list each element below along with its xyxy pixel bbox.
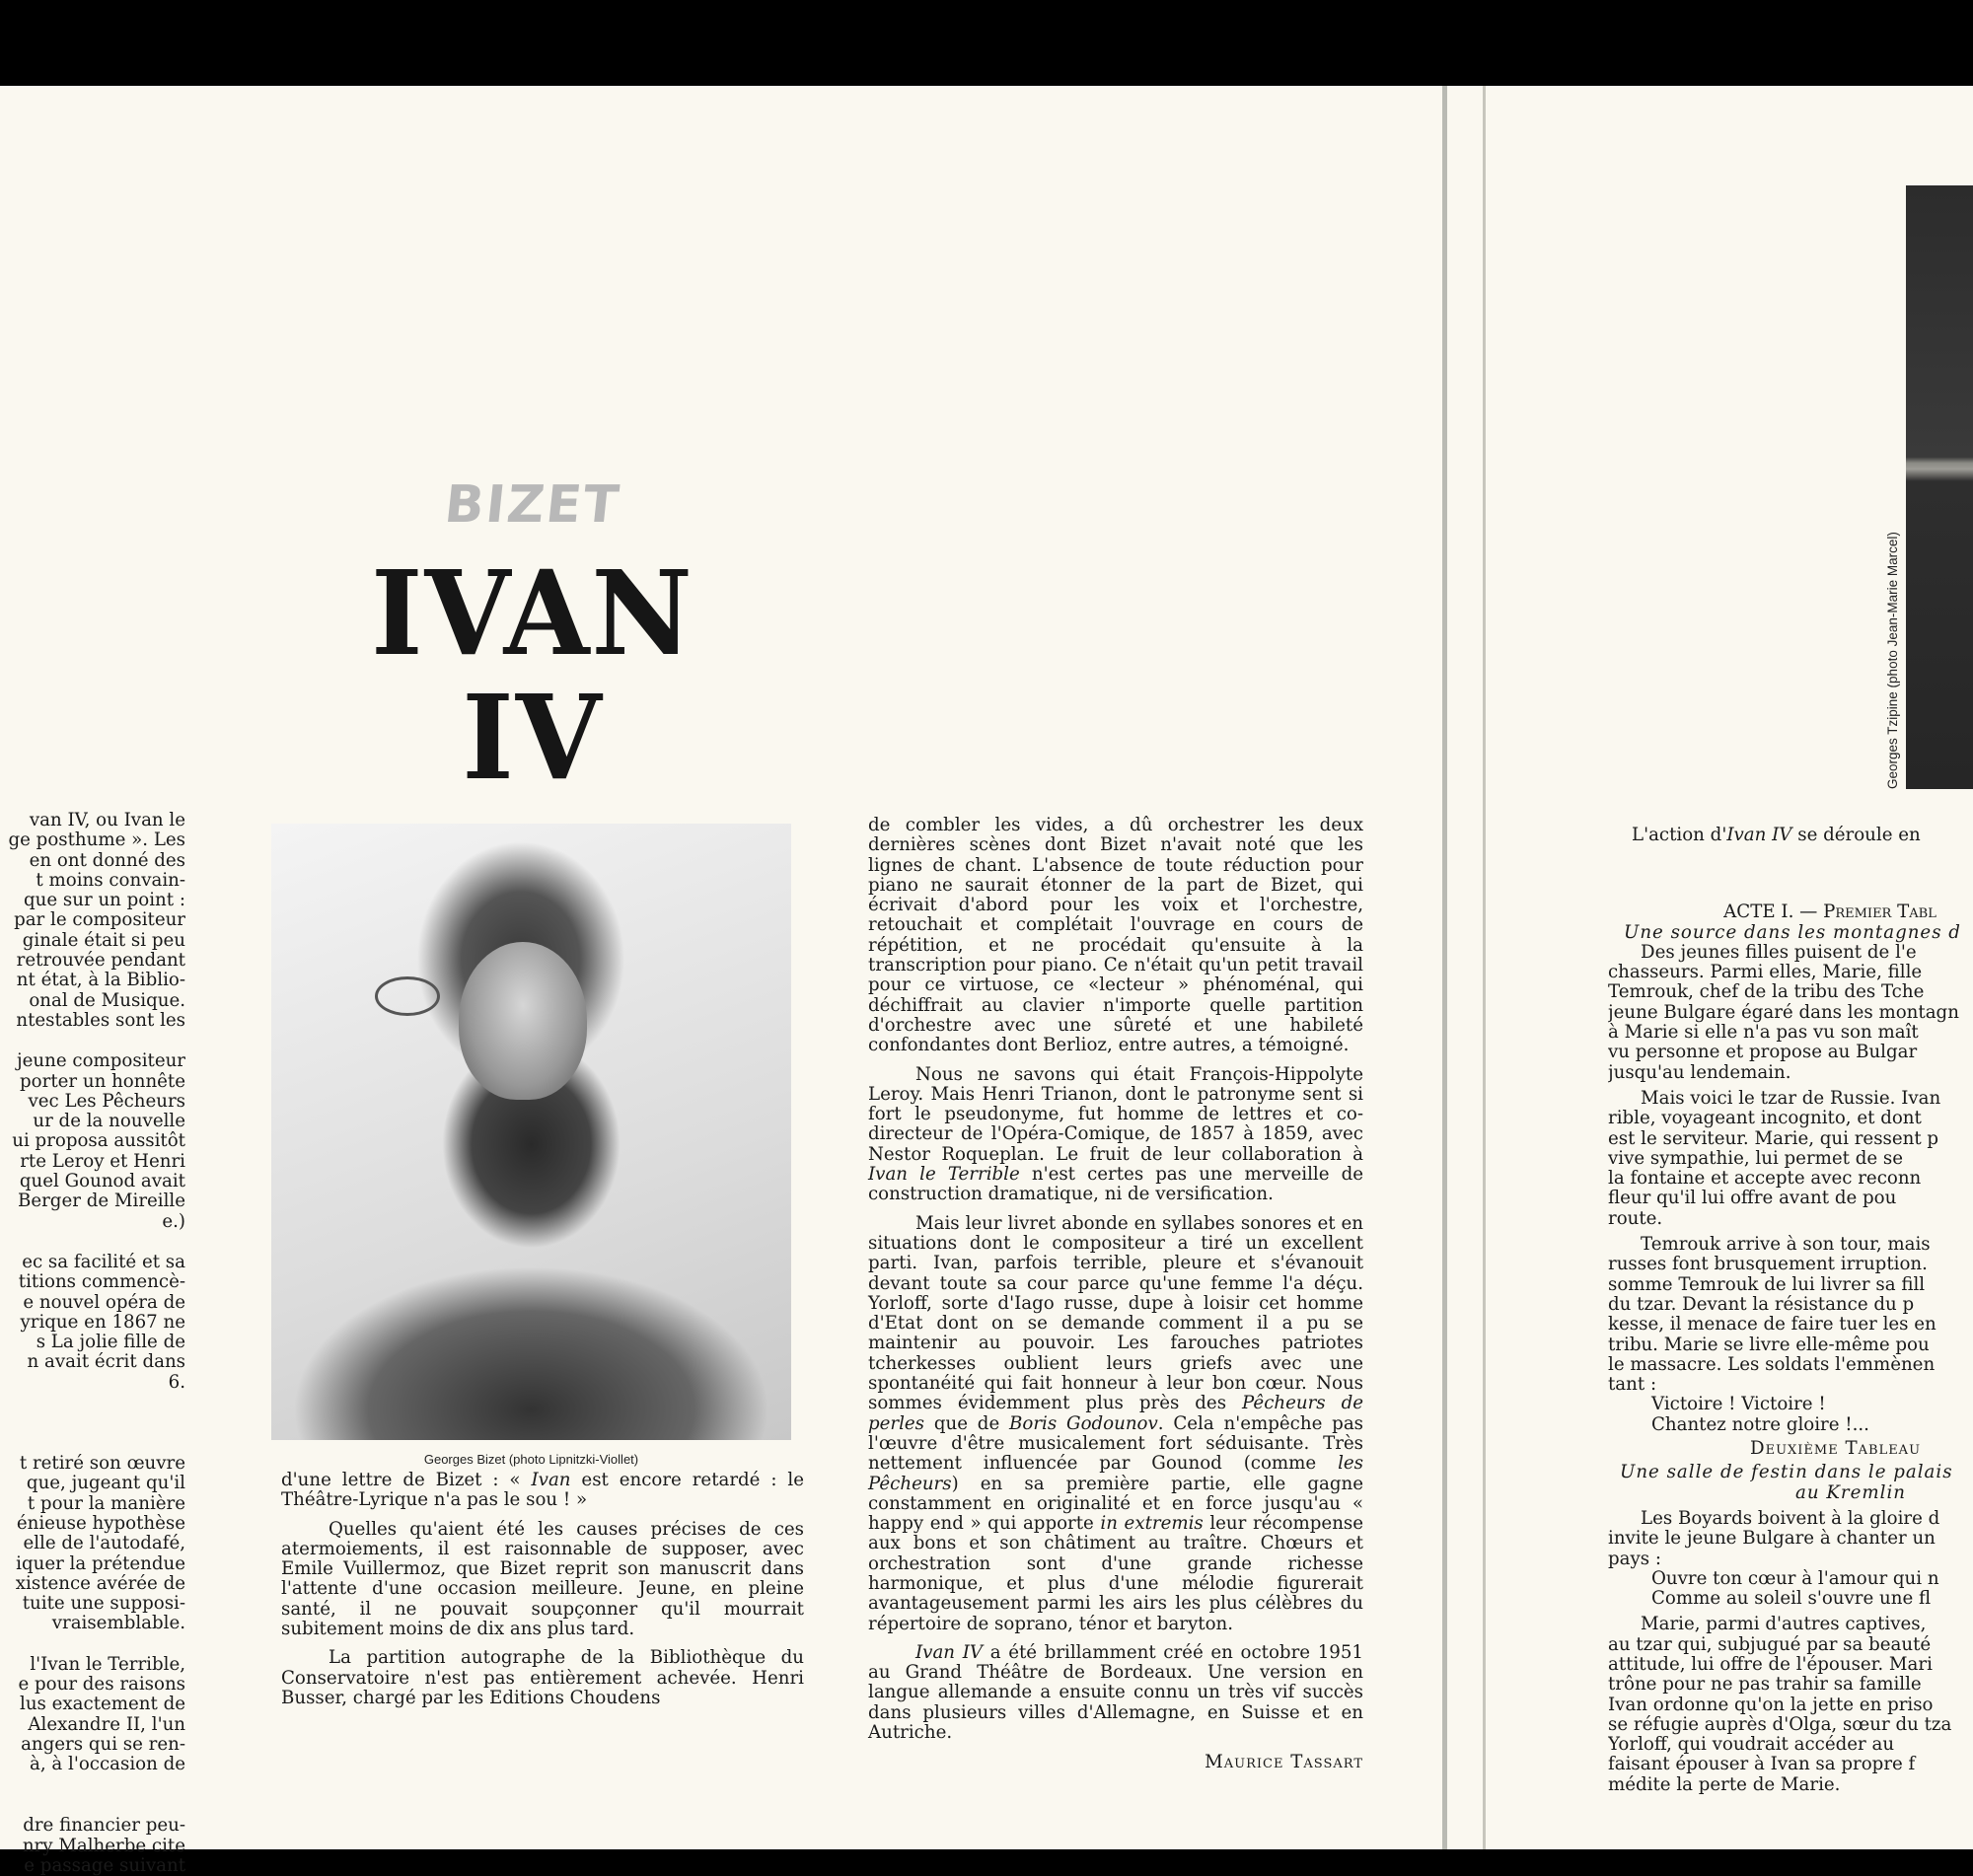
scene-title: Une salle de festin dans le palais (1620, 1462, 1953, 1483)
text-line: Temrouk arrive à son tour, mais (1641, 1234, 1931, 1256)
scene-title: Une source dans les montagnes d (1624, 921, 1961, 943)
paragraph: Mais leur livret abonde en syllabes sonores et en situations dont le compositeur a tiré un excellent parti. Ivan, parfois terrible, pleure et s'évanouit devant toute sa cour parce qu'une femme l'a déçu. Yorloff, sorte d'Iago russe, dupe à loisir cet homme d'Etat dont on se demande comment il a pu se maintenir au pouvoir. Les farouches patriotes tcherkesses oublient leurs griefs avec une spontanéité qui fait honneur à leur bon cœur. Nous sommes évidemment plus près des Pêcheurs de perles que de Boris Godounov. Cela n'empêche pas l'œuvre d'être musicalement fort séduisante. Très nettement influencée par Gounod (comme les Pêcheurs) en sa première partie, elle gagne constamment en originalité et en force jusqu'au « happy end » qui apporte in extremis leur récompense aux bons et son châtiment au traître. Chœurs et orchestration sont d'une grande richesse harmonique, et plus d'une mélodie figurerait avantageusement parmi les airs les plus célèbres du répertoire de soprano, ténor et baryton. (868, 1212, 1364, 1634)
text-line: angers qui se ren- (21, 1733, 185, 1755)
text-line: vu personne et propose au Bulgar (1608, 1042, 1918, 1063)
text-line: ntestables sont les (16, 1009, 185, 1031)
text-line: pays : (1608, 1548, 1662, 1569)
text-line: onal de Musique. (29, 989, 185, 1011)
scan-border-bottom (0, 1849, 1973, 1859)
conductor-photo (1906, 185, 1973, 789)
text-line: ge posthume ». Les (8, 830, 185, 851)
text-line: ui proposa aussitôt (12, 1130, 185, 1152)
text-line: quel Gounod avait (19, 1171, 185, 1192)
text-line: ec sa facilité et sa (22, 1251, 185, 1272)
text-line: le massacre. Les soldats l'emmènen (1608, 1353, 1936, 1375)
text-line: Temrouk, chef de la tribu des Tche (1608, 981, 1925, 1003)
text-line: somme Temrouk de lui livrer sa fill (1608, 1273, 1926, 1295)
text-line: en ont donné des (29, 849, 185, 871)
text-line: Victoire ! Victoire ! (1651, 1394, 1826, 1415)
text-line: Comme au soleil s'ouvre une fl (1651, 1588, 1932, 1610)
text-line: vec Les Pêcheurs (28, 1090, 185, 1112)
text-line: ginale était si peu (22, 929, 185, 951)
text-line: au tzar qui, subjugué par sa beauté (1608, 1633, 1932, 1655)
opera-title: IVAN IV (371, 545, 694, 807)
text-line: russes font brusquement irruption. (1608, 1254, 1928, 1275)
text-line: se réfugie auprès d'Olga, sœur du tza (1608, 1713, 1952, 1735)
text-line: rible, voyageant incognito, et dont (1608, 1108, 1922, 1129)
text-line: route. (1608, 1207, 1663, 1229)
text-line: Chantez notre gloire !... (1651, 1413, 1869, 1435)
left-column-fragment (0, 811, 185, 1876)
text-line: van IV, ou Ivan le (29, 811, 185, 830)
text-line: Alexandre II, l'un (28, 1713, 185, 1735)
text-line: iquer la prétendue (16, 1552, 185, 1574)
page-fold-line-secondary (1483, 86, 1486, 1849)
text-line: e pour des raisons (18, 1673, 185, 1695)
article-column-1 (281, 1471, 804, 1717)
text-line: elle de l'autodafé, (23, 1533, 185, 1554)
tableau-heading: Deuxième Tableau (1750, 1438, 1922, 1460)
text-line: titions commencè- (18, 1271, 185, 1293)
author-signature: Maurice Tassart (1205, 1752, 1363, 1773)
text-line: à, à l'occasion de (29, 1754, 185, 1775)
portrait-caption: Georges Bizet (photo Lipnitzki-Viollet) (423, 1452, 639, 1467)
text-line: médite la perte de Marie. (1608, 1773, 1841, 1795)
text-line: e nouvel opéra de (23, 1291, 185, 1313)
text-line: jusqu'au lendemain. (1608, 1061, 1791, 1083)
text-line: attitude, lui offre de l'épouser. Mari (1608, 1653, 1933, 1675)
paragraph: Ivan IV a été brillamment créé en octobre 1951 au Grand Théâtre de Bordeaux. Une version en langue allemande a ensuite connu un très vif succès dans plusieurs villes d'Allemagne, en Suisse et en Autriche. (868, 1641, 1363, 1744)
pince-nez-glasses (375, 976, 440, 1016)
text-line: e passage suivant (24, 1855, 185, 1876)
text-line: kesse, il menace de faire tuer les en (1608, 1314, 1936, 1335)
article-column-2 (868, 816, 1363, 1773)
text-line: dre financier peu- (23, 1815, 185, 1837)
paragraph: d'une lettre de Bizet : « Ivan est encore retardé : le Théâtre-Lyrique n'a pas le sou ! » (281, 1470, 804, 1511)
text-line: faisant épouser à Ivan sa propre f (1608, 1754, 1916, 1775)
text-line: t pour la manière (27, 1492, 185, 1514)
text-line: e.) (162, 1210, 185, 1232)
text-line: est le serviteur. Marie, qui ressent p (1608, 1127, 1939, 1149)
text-line: par le compositeur (14, 909, 185, 931)
text-line: nt état, à la Biblio- (16, 970, 185, 991)
text-line: à Marie si elle n'a pas vu son maît (1608, 1022, 1919, 1044)
text-line: l'Ivan le Terrible, (30, 1653, 185, 1675)
text-line: la fontaine et accepte avec reconn (1608, 1168, 1922, 1190)
composer-name: BIZET (442, 475, 623, 535)
text-line: tribu. Marie se livre elle-même pou (1608, 1334, 1930, 1355)
text-line: Ouvre ton cœur à l'amour qui n (1651, 1567, 1939, 1589)
text-line: vive sympathie, lui permet de se (1608, 1147, 1904, 1169)
title-block (296, 473, 769, 807)
text-line: tuite une supposi- (22, 1593, 185, 1615)
text-line: énieuse hypothèse (16, 1512, 185, 1534)
text-line: Berger de Mireille (17, 1191, 185, 1212)
act-heading: ACTE I. — Premier Tabl (1723, 902, 1936, 923)
paragraph: La partition autographe de la Bibliothèque du Conservatoire n'est pas entièrement achevée. Henri Busser, chargé par les Editions Choudens (281, 1647, 804, 1708)
text-line: invite le jeune Bulgare à chanter un (1608, 1528, 1936, 1550)
text-line: tant : (1608, 1374, 1657, 1396)
paragraph: de combler les vides, a dû orchestrer les deux dernières scènes dont Bizet n'avait noté que les lignes de chant. L'absence de toute réduction pour piano ne saurait étonner de la part de Bizet, qui écrivait d'abord pour les voix et l'orchestre, retouchait et complétait l'ouvrage en cours de répétition, et ne procédait qu'ensuite à la transcription pour piano. Ce n'était qu'un petit travail pour ce virtuose, ce «lecteur » phénoménal, qui déchiffrait au clavier n'importe quelle partition d'orchestre avec une sûreté et une habileté confondantes dont Berlioz, entre autres, a témoigné. (868, 815, 1363, 1056)
synopsis-column (1608, 826, 1973, 1795)
text-line: ur de la nouvelle (33, 1111, 185, 1132)
synopsis-intro: L'action d'Ivan IV se déroule en (1632, 826, 1921, 845)
text-line: Marie, parmi d'autres captives, (1641, 1614, 1927, 1635)
text-line: 6. (168, 1371, 185, 1393)
text-line: xistence avérée de (15, 1572, 185, 1594)
text-line: yrique en 1867 ne (20, 1311, 185, 1333)
portrait-engraving-bizet (271, 824, 791, 1440)
page-fold-line (1442, 86, 1447, 1849)
text-line: jeune compositeur (17, 1050, 185, 1072)
text-line: t retiré son œuvre (19, 1453, 185, 1475)
text-line: vraisemblable. (51, 1613, 185, 1634)
paragraph: Quelles qu'aient été les causes précises de ces atermoiements, il est raisonnable de supposer, avec Emile Vuillermoz, que Bizet reprit son manuscrit dans l'attente d'une occasion meilleure. Jeune, en pleine santé, il ne pouvait soupçonner qu'il mourrait subitement moins de dix ans plus tard. (281, 1518, 804, 1640)
text-line: rte Leroy et Henri (20, 1150, 185, 1172)
text-line: Yorloff, qui voudrait accéder au (1608, 1734, 1895, 1756)
text-line: jeune Bulgare égaré dans les montagn (1608, 1001, 1959, 1023)
photo-caption-vertical: Georges Tzipine (photo Jean-Marie Marcel) (1885, 532, 1900, 789)
text-line: Les Boyards boivent à la gloire d (1641, 1507, 1940, 1529)
portrait-face (459, 942, 587, 1100)
text-line: que, jugeant qu'il (26, 1473, 185, 1494)
text-line: t moins convain- (36, 869, 185, 891)
text-line: nry Malherbe cite (22, 1835, 185, 1856)
text-line: du tzar. Devant la résistance du p (1608, 1293, 1915, 1315)
text-line: retrouvée pendant (16, 950, 185, 972)
text-line: chasseurs. Parmi elles, Marie, fille (1608, 962, 1923, 983)
paragraph: Nous ne savons qui était François-Hippolyte Leroy. Mais Henri Trianon, dont le patronyme sent si fort le pseudonyme, fut homme de lettres et co-directeur de l'Opéra-Comique, de 1857 à 1859, avec Nestor Roqueplan. Le fruit de leur collaboration à Ivan le Terrible n'est certes pas une merveille de construction dramatique, ni de versification. (868, 1063, 1363, 1205)
text-line: n avait écrit dans (27, 1351, 185, 1373)
text-line: fleur qu'il lui offre avant de pou (1608, 1188, 1897, 1209)
text-line: trône pour ne pas trahir sa famille (1608, 1674, 1922, 1696)
scene-title-cont: au Kremlin (1795, 1481, 1906, 1503)
text-line: que sur un point : (24, 890, 185, 911)
text-line: Ivan ordonne qu'on la jette en priso (1608, 1694, 1934, 1715)
text-line: Des jeunes filles puisent de l'e (1641, 941, 1917, 963)
text-line: lus exactement de (20, 1694, 185, 1715)
text-line: Mais voici le tzar de Russie. Ivan (1641, 1087, 1941, 1109)
text-line: porter un honnête (20, 1070, 185, 1092)
text-line: s La jolie fille de (36, 1332, 185, 1353)
